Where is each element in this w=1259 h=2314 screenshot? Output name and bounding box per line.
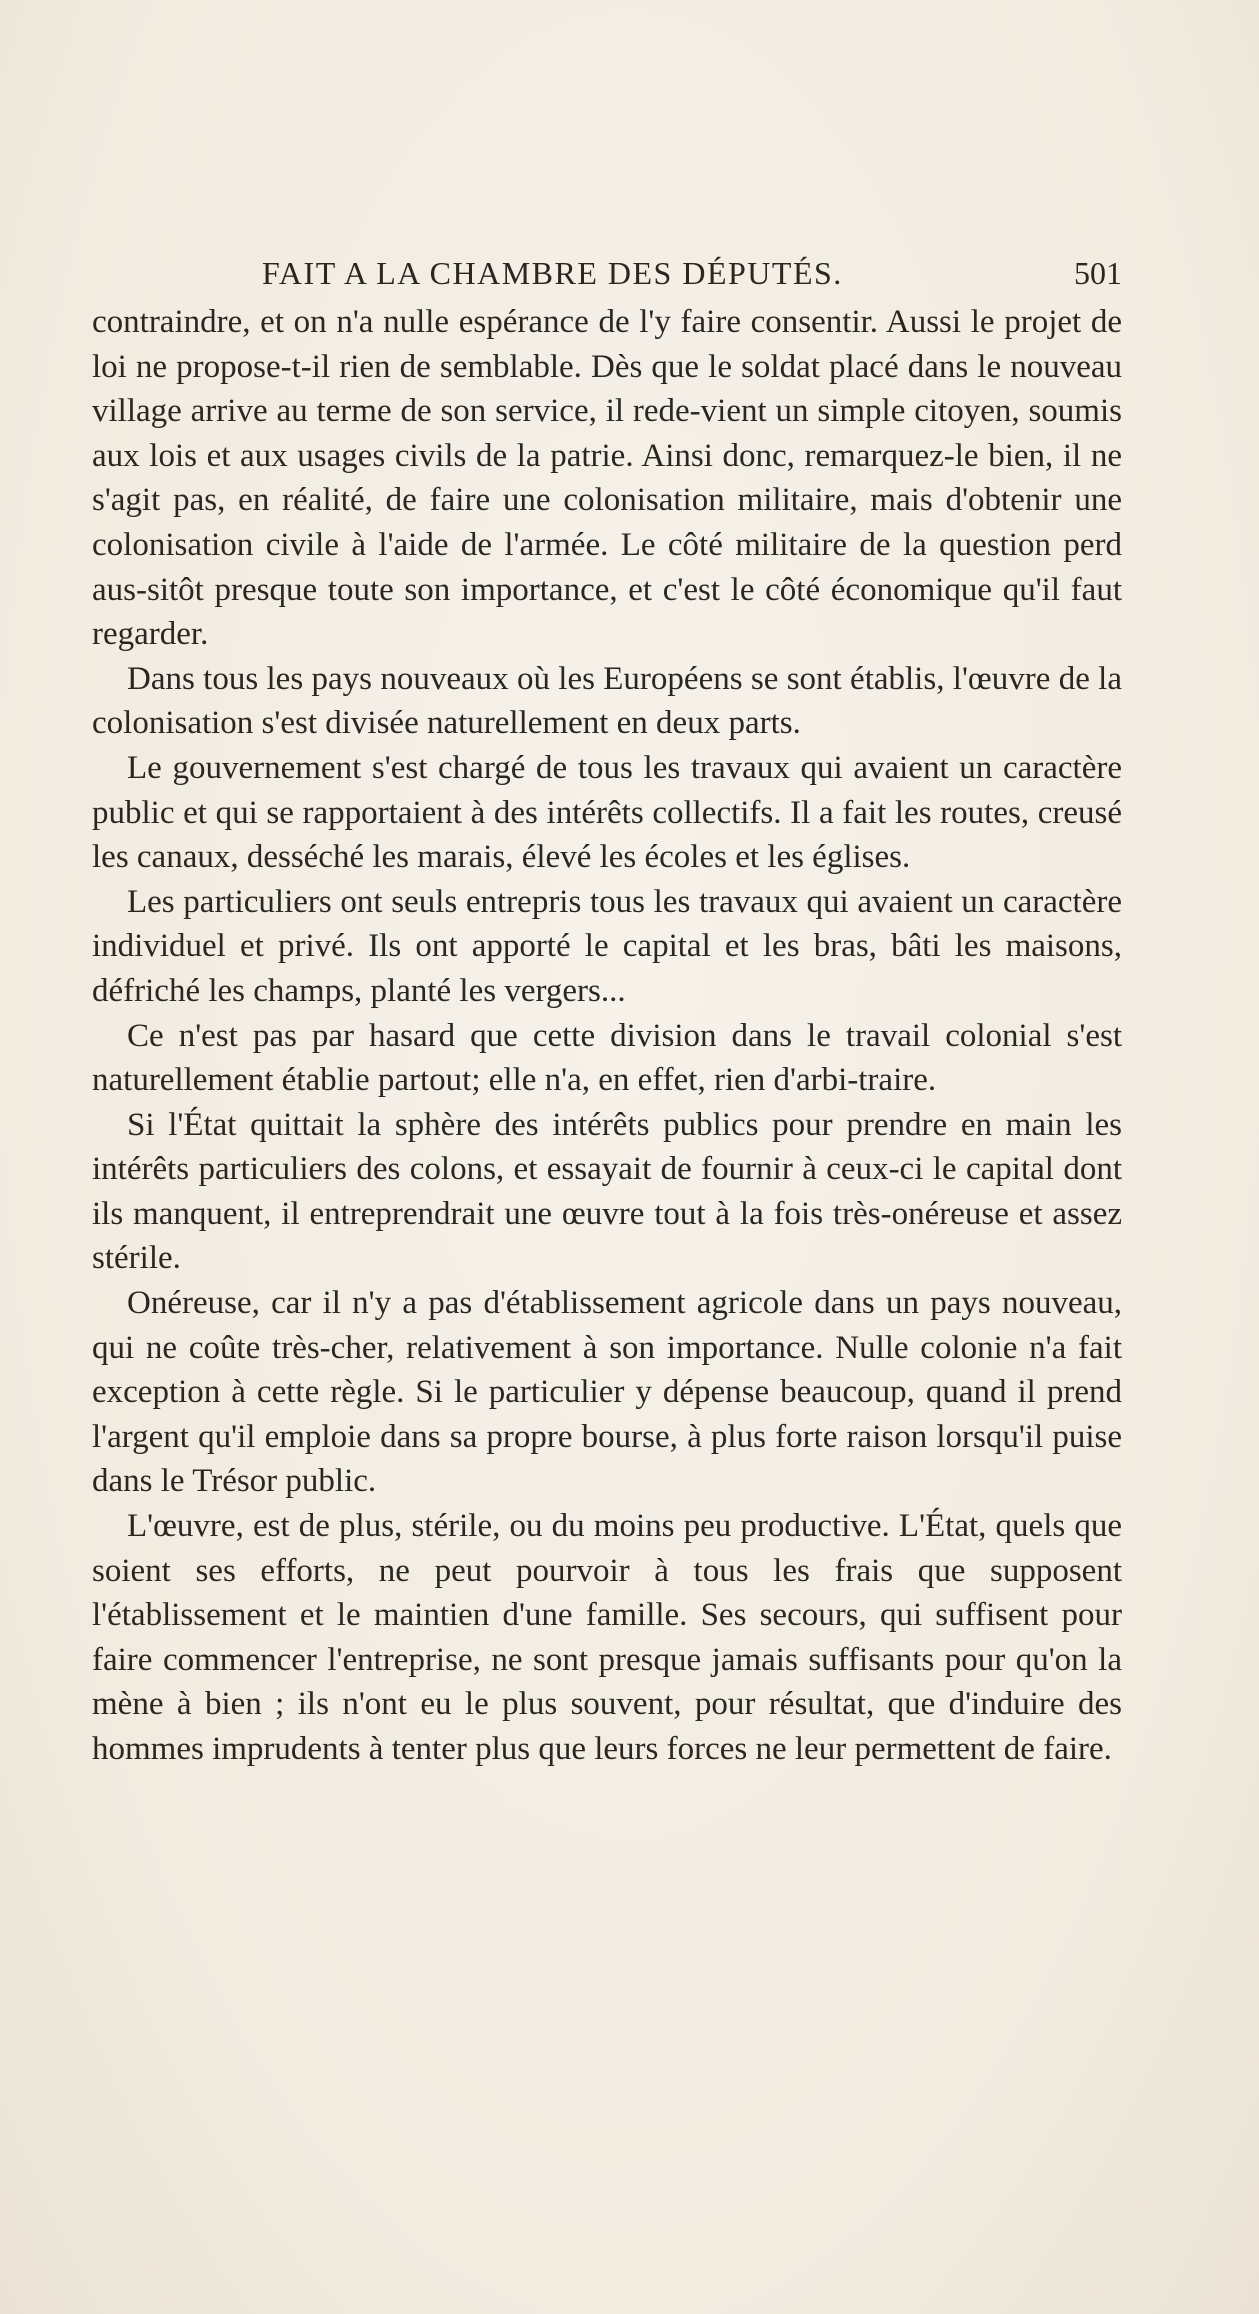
- paragraph-continuation: contraindre, et on n'a nulle espérance de l'y faire consentir. Aussi le projet de loi ne propose-t-il rien de semblable. Dès que le soldat placé dans le nouveau village arrive au terme de son service, il rede-vient un simple citoyen, soumis aux lois et aux usages civils de la patrie. Ainsi donc, remarquez-le bien, il ne s'agit pas, en réalité, de faire une colonisation militaire, mais d'obtenir une colonisation civile à l'aide de l'armée. Le côté militaire de la question perd aus-sitôt presque toute son importance, et c'est le côté économique qu'il faut regarder.: [92, 304, 1122, 653]
- paragraph: Ce n'est pas par hasard que cette division dans le travail colonial s'est naturellement établie partout; elle n'a, en effet, rien d'arbi-traire.: [92, 1017, 1122, 1099]
- running-head: [92, 255, 1122, 295]
- running-title: FAIT A LA CHAMBRE DES DÉPUTÉS.: [262, 255, 843, 291]
- body-text: [92, 300, 1122, 1772]
- paragraph: Onéreuse, car il n'y a pas d'établissement agricole dans un pays nouveau, qui ne coûte très-cher, relativement à son importance. Nulle colonie n'a fait exception à cette règle. Si le particulier y dépense beaucoup, quand il prend l'argent qu'il emploie dans sa propre bourse, à plus forte raison lorsqu'il puise dans le Trésor public.: [92, 1285, 1122, 1500]
- page-number: 501: [1074, 255, 1122, 291]
- paragraph: Si l'État quittait la sphère des intérêts publics pour prendre en main les intérêts particuliers des colons, et essayait de fournir à ceux-ci le capital dont ils manquent, il entreprendrait une œuvre tout à la fois très-onéreuse et assez stérile.: [92, 1106, 1122, 1277]
- paragraph: Dans tous les pays nouveaux où les Européens se sont établis, l'œuvre de la colonisation s'est divisée naturellement en deux parts.: [92, 660, 1122, 742]
- paragraph: L'œuvre, est de plus, stérile, ou du moins peu productive. L'État, quels que soient ses efforts, ne peut pourvoir à tous les frais que supposent l'établissement et le maintien d'une famille. Ses secours, qui suffisent pour faire commencer l'entreprise, ne sont presque jamais suffisants pour qu'on la mène à bien ; ils n'ont eu le plus souvent, pour résultat, que d'induire des hommes imprudents à tenter plus que leurs forces ne leur permettent de faire.: [92, 1508, 1122, 1767]
- paragraph: Les particuliers ont seuls entrepris tous les travaux qui avaient un caractère individuel et privé. Ils ont apporté le capital et les bras, bâti les maisons, défriché les champs, planté les vergers...: [92, 883, 1122, 1009]
- paragraph: Le gouvernement s'est chargé de tous les travaux qui avaient un caractère public et qui se rapportaient à des intérêts collectifs. Il a fait les routes, creusé les canaux, desséché les marais, élevé les écoles et les églises.: [92, 749, 1122, 876]
